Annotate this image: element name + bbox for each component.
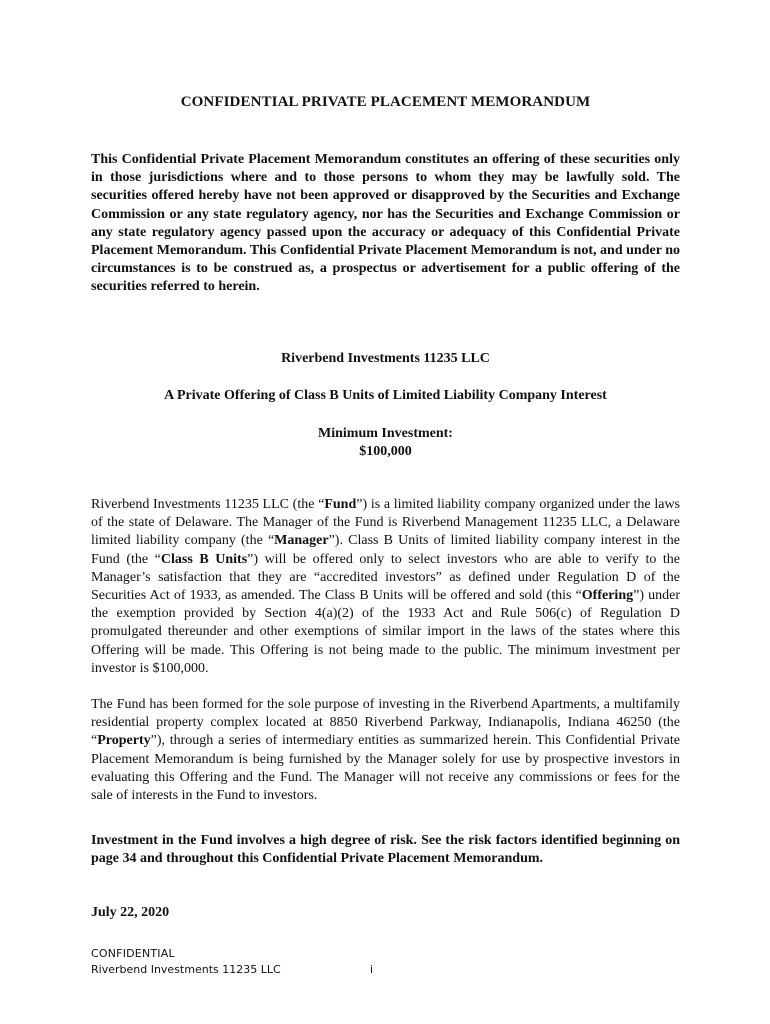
text-run: ”). Class B Units of limited liability company interest in the Fund (the “ [91,533,680,567]
text-run: Riverbend Investments 11235 LLC (the “ [91,497,325,512]
document-title: CONFIDENTIAL PRIVATE PLACEMENT MEMORANDUM [180,94,591,110]
text-run: ”) is a limited liability company organized under the laws of the state of Delaware. The Manager of the Fund is Riverbend Management 11235 LLC, a Delaware limited liability company (the “ [91,497,680,549]
disclaimer-paragraph: This Confidential Private Placement Memorandum constitutes an offering of these securities only in those jurisdictions where and to those persons to whom they may be lawfully sold. The securities offered hereby have not been approved or disapproved by the Securities and Exchange Commission or any state regulatory agency, nor has the Securities and Exchange Commission or any state regulatory agency passed upon the accuracy or adequacy of this Confidential Private Placement Memorandum. This Confidential Private Placement Memorandum is not, and under no circumstances is to be construed as, a prospectus or advertisement for a public offering of the securities referred to herein. [91,152,680,295]
footer-confidential-label: CONFIDENTIAL [91,947,175,960]
company-name: Riverbend Investments 11235 LLC [281,351,490,366]
defined-term-property: Property [97,733,151,749]
defined-term-manager: Manager [274,533,329,549]
defined-term-class-b-units: Class B Units [160,551,248,567]
minimum-investment-label: Minimum Investment: [318,426,453,441]
text-run: The Fund has been formed for the sole purpose of investing in the Riverbend Apartments, a multifamily residential property complex located at 8850 Riverbend Parkway, Indianapolis, Indiana 46250 (the “ [91,697,680,749]
footer-page-number: i [370,963,374,976]
risk-statement: Investment in the Fund involves a high degree of risk. See the risk factors identified beginning on page 34 and throughout this Confidential Private Placement Memorandum. [91,833,680,867]
defined-term-offering: Offering [581,588,634,604]
property-description-paragraph [91,696,680,805]
text-run: ”), through a series of intermediary entities as summarized herein. This Confidential Private Placement Memorandum is being furnished by the Manager solely for use by prospective investors in evaluating this Offering and the Fund. The Manager will not receive any commissions or fees for the sale of interests in the Fund to investors. [91,733,680,804]
offering-title: A Private Offering of Class B Units of Limited Liability Company Interest [164,388,607,403]
footer-company-name: Riverbend Investments 11235 LLC [91,963,281,976]
minimum-investment-amount: $100,000 [359,444,412,459]
text-run: ”) under the exemption provided by Section 4(a)(2) of the 1933 Act and Rule 506(c) of Regulation D promulgated thereunder and other exemptions of similar import in the laws of the states where this Offering will be made. This Offering is not being made to the public. The minimum investment per investor is $100,000. [91,588,680,676]
text-run: ”) will be offered only to select investors who are able to verify to the Manager’s satisfaction that they are “accredited investors” as defined under Regulation D of the Securities Act of 1933, as amended. The Class B Units will be offered and sold (this “ [91,551,681,604]
document-date: July 22, 2020 [91,905,170,920]
fund-description-paragraph [91,496,680,678]
defined-term-fund: Fund [324,497,357,512]
